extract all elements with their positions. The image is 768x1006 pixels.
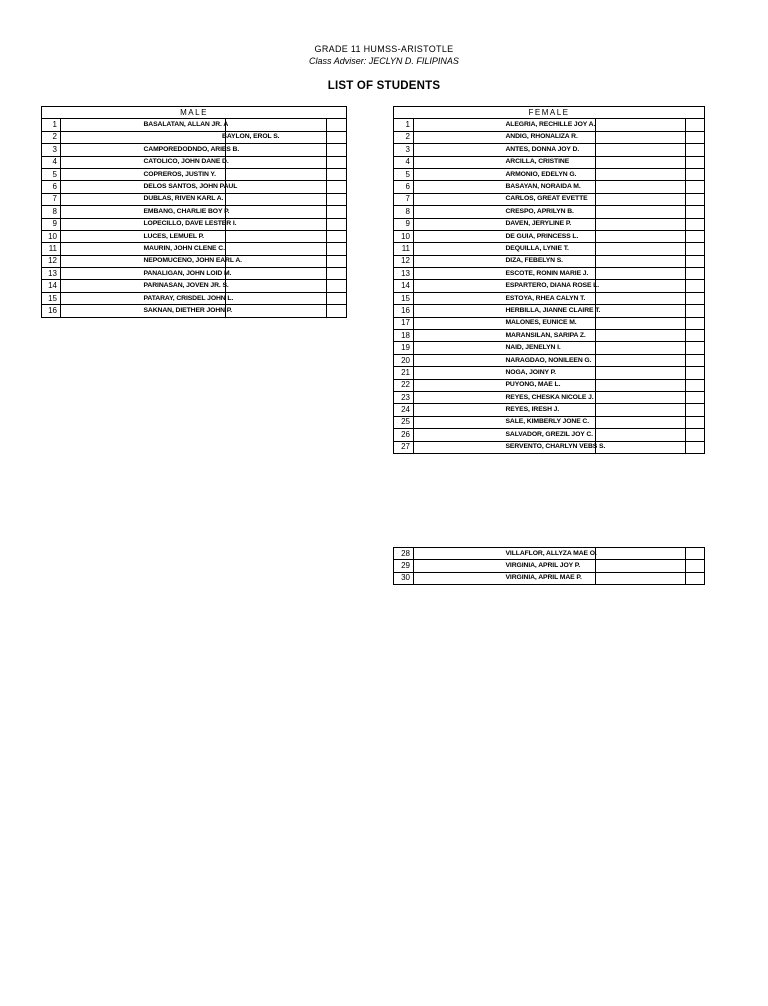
row-spacer-cell <box>61 156 144 168</box>
student-name-cell <box>144 206 327 218</box>
blank-cell <box>327 218 347 230</box>
row-spacer-cell <box>414 193 506 205</box>
row-number: 11 <box>42 243 61 255</box>
student-name: SALE, KIMBERLY JONE C. <box>505 418 590 426</box>
student-name: COPREROS, JUSTIN Y. <box>143 170 216 178</box>
row-spacer-cell <box>414 404 506 416</box>
blank-cell <box>327 230 347 242</box>
blank-cell <box>686 206 705 218</box>
row-spacer-cell <box>414 429 506 441</box>
student-name: DELOS SANTOS, JOHN PAUL <box>143 183 238 191</box>
row-number: 29 <box>394 560 414 572</box>
student-name: SERVENTO, CHARLYN VEBS S. <box>505 443 606 451</box>
row-spacer-cell <box>414 119 506 131</box>
student-name: DUBLAS, RIVEN KARL A. <box>143 195 224 203</box>
student-name-cell <box>506 429 686 441</box>
blank-cell <box>327 193 347 205</box>
row-number: 5 <box>394 168 414 180</box>
table-row <box>394 292 705 304</box>
row-spacer-cell <box>414 330 506 342</box>
table-row <box>42 230 347 242</box>
row-number: 30 <box>394 572 414 584</box>
table-row <box>394 230 705 242</box>
table-row <box>42 119 347 131</box>
student-name: NEPOMUCENO, JOHN EARL A. <box>143 257 242 265</box>
row-spacer-cell <box>414 268 506 280</box>
student-name: CRESPO, APRILYN B. <box>505 207 574 215</box>
row-spacer-cell <box>414 156 506 168</box>
row-spacer-cell <box>414 168 506 180</box>
row-spacer-cell <box>61 280 144 292</box>
male-heading: MALE <box>42 107 347 119</box>
student-name-cell <box>144 131 327 143</box>
table-row <box>42 218 347 230</box>
student-name: DIZA, FEBELYN S. <box>505 257 563 265</box>
student-name: ESCOTE, RONIN MARIE J. <box>505 269 589 277</box>
row-spacer-cell <box>414 131 506 143</box>
blank-cell <box>686 429 705 441</box>
student-name-cell <box>506 292 686 304</box>
student-name: HERBILLA, JIANNE CLAIRE T. <box>505 306 601 314</box>
student-name-cell <box>144 156 327 168</box>
blank-cell <box>327 156 347 168</box>
student-name: DE GUIA, PRINCESS L. <box>505 232 579 240</box>
row-number: 24 <box>394 404 414 416</box>
row-spacer-cell <box>61 243 144 255</box>
student-name-cell <box>506 416 686 428</box>
blank-cell <box>327 255 347 267</box>
row-number: 23 <box>394 391 414 403</box>
student-name: ARCILLA, CRISTINE <box>505 158 570 166</box>
table-row <box>394 404 705 416</box>
row-number: 2 <box>394 131 414 143</box>
table-row <box>394 268 705 280</box>
student-name-cell <box>506 548 686 560</box>
row-number: 16 <box>394 305 414 317</box>
row-number: 15 <box>394 292 414 304</box>
student-name-cell <box>506 181 686 193</box>
blank-cell <box>686 548 705 560</box>
row-number: 9 <box>42 218 61 230</box>
row-spacer-cell <box>414 255 506 267</box>
blank-cell <box>327 144 347 156</box>
student-name-cell <box>144 168 327 180</box>
row-spacer-cell <box>414 379 506 391</box>
row-number: 22 <box>394 379 414 391</box>
student-name-cell <box>506 560 686 572</box>
blank-cell <box>686 156 705 168</box>
student-name-cell <box>506 230 686 242</box>
student-name-cell <box>144 268 327 280</box>
table-row <box>394 206 705 218</box>
row-spacer-cell <box>414 416 506 428</box>
row-spacer-cell <box>414 280 506 292</box>
student-name-cell <box>506 255 686 267</box>
student-name-cell <box>506 354 686 366</box>
row-spacer-cell <box>414 144 506 156</box>
table-row <box>42 268 347 280</box>
blank-cell <box>327 292 347 304</box>
student-name: VILLAFLOR, ALLYZA MAE O. <box>505 549 597 557</box>
row-spacer-cell <box>414 572 506 584</box>
row-spacer-cell <box>414 305 506 317</box>
row-spacer-cell <box>61 181 144 193</box>
table-row <box>394 218 705 230</box>
row-spacer-cell <box>414 391 506 403</box>
table-row <box>394 119 705 131</box>
student-name-cell <box>506 131 686 143</box>
student-name: CATOLICO, JOHN DANE D. <box>143 158 229 166</box>
table-row <box>394 367 705 379</box>
table-row <box>394 255 705 267</box>
row-number: 6 <box>42 181 61 193</box>
female-heading: FEMALE <box>394 107 705 119</box>
row-number: 3 <box>394 144 414 156</box>
student-name-cell <box>506 268 686 280</box>
blank-cell <box>686 441 705 453</box>
row-spacer-cell <box>61 292 144 304</box>
blank-cell <box>686 119 705 131</box>
student-name-cell <box>506 243 686 255</box>
row-number: 20 <box>394 354 414 366</box>
table-row <box>42 206 347 218</box>
row-number: 1 <box>42 119 61 131</box>
student-name-cell <box>506 572 686 584</box>
student-name-cell <box>144 230 327 242</box>
student-name-cell <box>144 119 327 131</box>
student-name: ALEGRIA, RECHILLE JOY A. <box>505 121 596 129</box>
student-name: MARANSILAN, SARIPA Z. <box>505 331 586 339</box>
row-number: 5 <box>42 168 61 180</box>
student-name: NAID, JENELYN I. <box>505 344 561 352</box>
table-row <box>394 391 705 403</box>
blank-cell <box>686 280 705 292</box>
row-spacer-cell <box>414 548 506 560</box>
student-name: CAMPOREDODNDO, ARIES B. <box>143 145 240 153</box>
row-number: 13 <box>42 268 61 280</box>
row-number: 21 <box>394 367 414 379</box>
student-name-cell <box>506 367 686 379</box>
row-number: 8 <box>42 206 61 218</box>
row-spacer-cell <box>61 193 144 205</box>
row-number: 14 <box>42 280 61 292</box>
student-name: VIRGINIA, APRIL JOY P. <box>505 562 581 570</box>
student-name-cell <box>506 391 686 403</box>
table-row <box>394 416 705 428</box>
student-name: VIRGINIA, APRIL MAE P. <box>505 574 582 582</box>
student-name-cell <box>506 330 686 342</box>
student-name: ARMONIO, EDELYN G. <box>505 170 577 178</box>
student-name: DAVEN, JERYLINE P. <box>505 220 572 228</box>
blank-cell <box>686 330 705 342</box>
table-row <box>394 193 705 205</box>
blank-cell <box>686 144 705 156</box>
student-name-cell <box>144 243 327 255</box>
row-number: 19 <box>394 342 414 354</box>
student-name: LOPECILLO, DAVE LESTER I. <box>143 220 237 228</box>
blank-cell <box>686 168 705 180</box>
table-row <box>42 181 347 193</box>
student-name: ESTOYA, RHEA CALYN T. <box>505 294 586 302</box>
blank-cell <box>686 255 705 267</box>
row-number: 2 <box>42 131 61 143</box>
table-row <box>394 144 705 156</box>
blank-cell <box>686 243 705 255</box>
class-adviser: Class Adviser: JECLYN D. FILIPINAS <box>309 56 459 66</box>
student-name-cell <box>506 379 686 391</box>
blank-cell <box>686 342 705 354</box>
student-name: ANTES, DONNA JOY D. <box>505 145 580 153</box>
table-row <box>42 243 347 255</box>
table-row <box>394 156 705 168</box>
page-title: LIST OF STUDENTS <box>327 80 441 92</box>
blank-cell <box>686 416 705 428</box>
table-row <box>394 441 705 453</box>
student-name-cell <box>506 156 686 168</box>
female-student-table-continued <box>393 547 705 585</box>
blank-cell <box>686 391 705 403</box>
student-name: ESPARTERO, DIANA ROSE L. <box>505 282 600 290</box>
row-spacer-cell <box>61 144 144 156</box>
blank-cell <box>686 404 705 416</box>
row-number: 13 <box>394 268 414 280</box>
student-name-cell <box>506 404 686 416</box>
row-number: 15 <box>42 292 61 304</box>
blank-cell <box>686 131 705 143</box>
row-number: 17 <box>394 317 414 329</box>
table-row <box>42 168 347 180</box>
blank-cell <box>686 379 705 391</box>
table-row <box>394 379 705 391</box>
blank-cell <box>686 218 705 230</box>
student-name-cell <box>506 218 686 230</box>
row-spacer-cell <box>414 354 506 366</box>
table-row <box>394 429 705 441</box>
student-name: SAKNAN, DIETHER JOHN P. <box>143 306 233 314</box>
row-number: 18 <box>394 330 414 342</box>
student-name-cell <box>144 255 327 267</box>
student-name-cell <box>144 280 327 292</box>
row-number: 25 <box>394 416 414 428</box>
student-name: CARLOS, GREAT EVETTE <box>505 195 588 203</box>
row-spacer-cell <box>414 292 506 304</box>
table-row <box>42 292 347 304</box>
row-spacer-cell <box>414 243 506 255</box>
table-row <box>394 305 705 317</box>
student-name: PATARAY, CRISDEL JOHN L. <box>143 294 234 302</box>
row-number: 27 <box>394 441 414 453</box>
row-number: 12 <box>42 255 61 267</box>
blank-cell <box>327 119 347 131</box>
row-number: 7 <box>394 193 414 205</box>
student-name-cell <box>144 193 327 205</box>
blank-cell <box>686 354 705 366</box>
row-spacer-cell <box>414 206 506 218</box>
student-name-cell <box>506 119 686 131</box>
blank-cell <box>327 206 347 218</box>
blank-cell <box>686 367 705 379</box>
table-row <box>394 560 705 572</box>
student-name-cell <box>144 292 327 304</box>
student-name: ANDIG, RHONALIZA R. <box>505 133 578 141</box>
blank-cell <box>327 168 347 180</box>
student-name: DEQUILLA, LYNIE T. <box>505 244 569 252</box>
row-spacer-cell <box>61 255 144 267</box>
student-name-cell <box>506 280 686 292</box>
student-name-cell <box>506 168 686 180</box>
student-name: BASAYAN, NORAIDA M. <box>505 183 581 191</box>
male-student-table <box>41 106 347 318</box>
blank-cell <box>327 305 347 317</box>
table-row <box>394 181 705 193</box>
student-name: PUYONG, MAE L. <box>505 381 561 389</box>
student-name: BAYLON, EROL S. <box>222 133 280 141</box>
blank-cell <box>686 230 705 242</box>
row-number: 10 <box>42 230 61 242</box>
blank-cell <box>686 292 705 304</box>
student-name: NARAGDAO, NONILEEN G. <box>505 356 592 364</box>
female-student-table <box>393 106 705 454</box>
row-number: 26 <box>394 429 414 441</box>
student-name-cell <box>506 206 686 218</box>
row-number: 4 <box>394 156 414 168</box>
row-spacer-cell <box>414 342 506 354</box>
row-spacer-cell <box>414 441 506 453</box>
student-name-cell <box>506 193 686 205</box>
student-name-cell <box>506 144 686 156</box>
blank-cell <box>686 317 705 329</box>
row-number: 14 <box>394 280 414 292</box>
blank-cell <box>327 131 347 143</box>
row-number: 8 <box>394 206 414 218</box>
row-number: 3 <box>42 144 61 156</box>
row-spacer-cell <box>414 560 506 572</box>
table-row <box>42 193 347 205</box>
row-number: 7 <box>42 193 61 205</box>
student-name: NOGA, JOINY P. <box>505 368 556 376</box>
table-row <box>394 317 705 329</box>
table-row <box>394 280 705 292</box>
table-row <box>42 305 347 317</box>
blank-cell <box>327 280 347 292</box>
student-name: SALVADOR, GREZIL JOY C. <box>505 430 593 438</box>
table-row <box>394 243 705 255</box>
row-spacer-cell <box>61 218 144 230</box>
table-row <box>42 144 347 156</box>
row-number: 1 <box>394 119 414 131</box>
table-row <box>394 131 705 143</box>
row-spacer-cell <box>61 168 144 180</box>
row-spacer-cell <box>61 305 144 317</box>
student-name: MALONES, EUNICE M. <box>505 319 577 327</box>
student-name: PARINASAN, JOVEN JR. S. <box>143 282 229 290</box>
table-row <box>394 342 705 354</box>
student-name-cell <box>144 305 327 317</box>
row-spacer-cell <box>61 131 144 143</box>
row-spacer-cell <box>61 230 144 242</box>
row-number: 16 <box>42 305 61 317</box>
blank-cell <box>327 268 347 280</box>
table-row <box>394 572 705 584</box>
student-name: LUCES, LEMUEL P. <box>143 232 204 240</box>
student-name-cell <box>144 181 327 193</box>
student-name-cell <box>144 218 327 230</box>
blank-cell <box>686 560 705 572</box>
table-row <box>394 168 705 180</box>
student-name: REYES, CHESKA NICOLE J. <box>505 393 594 401</box>
row-spacer-cell <box>61 268 144 280</box>
row-spacer-cell <box>414 230 506 242</box>
student-name: BASALATAN, ALLAN JR. A <box>143 121 229 129</box>
row-spacer-cell <box>414 317 506 329</box>
table-row <box>42 156 347 168</box>
row-number: 9 <box>394 218 414 230</box>
blank-cell <box>327 243 347 255</box>
student-name-cell <box>506 305 686 317</box>
student-name-cell <box>144 144 327 156</box>
row-spacer-cell <box>414 367 506 379</box>
student-name: EMBANG, CHARLIE BOY P. <box>143 207 230 215</box>
table-row <box>394 548 705 560</box>
blank-cell <box>686 572 705 584</box>
row-number: 28 <box>394 548 414 560</box>
table-row <box>42 255 347 267</box>
student-name: MAURIN, JOHN CLENE C. <box>143 244 225 252</box>
student-name-cell <box>506 441 686 453</box>
grade-section: GRADE 11 HUMSS-ARISTOTLE <box>314 44 454 54</box>
row-number: 12 <box>394 255 414 267</box>
row-spacer-cell <box>414 218 506 230</box>
student-name-cell <box>506 342 686 354</box>
table-row <box>42 280 347 292</box>
blank-cell <box>327 181 347 193</box>
student-name: REYES, IRESH J. <box>505 406 560 414</box>
blank-cell <box>686 181 705 193</box>
row-number: 4 <box>42 156 61 168</box>
student-name: PANALIGAN, JOHN LOID M. <box>143 269 232 277</box>
row-number: 10 <box>394 230 414 242</box>
table-row <box>394 354 705 366</box>
row-spacer-cell <box>61 119 144 131</box>
row-number: 6 <box>394 181 414 193</box>
row-spacer-cell <box>61 206 144 218</box>
blank-cell <box>686 193 705 205</box>
blank-cell <box>686 268 705 280</box>
student-name-cell <box>506 317 686 329</box>
row-number: 11 <box>394 243 414 255</box>
row-spacer-cell <box>414 181 506 193</box>
table-row <box>394 330 705 342</box>
blank-cell <box>686 305 705 317</box>
table-row <box>42 131 347 143</box>
